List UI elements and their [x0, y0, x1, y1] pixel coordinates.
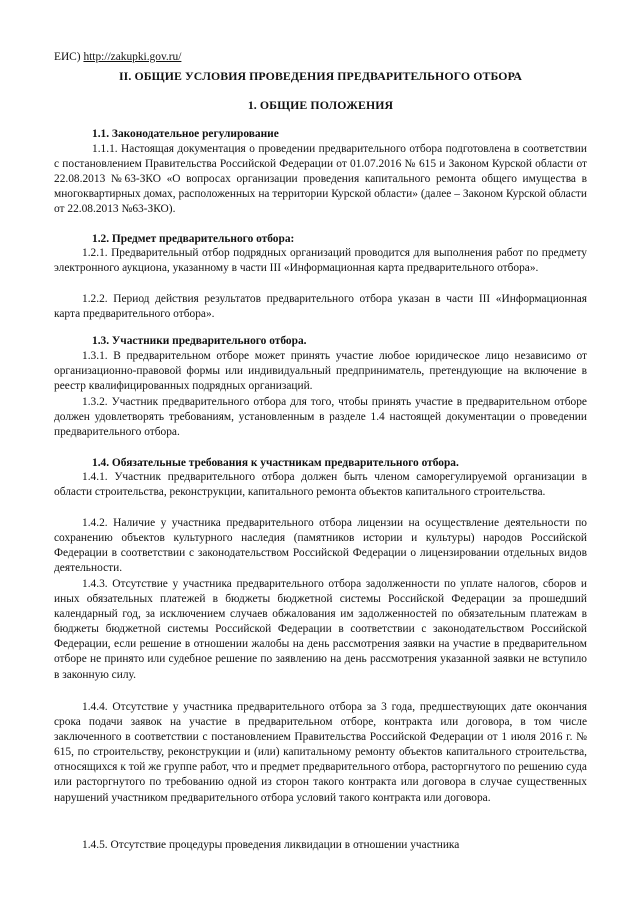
paragraph-1-3-2: 1.3.2. Участник предварительного отбора для того, чтобы принять участие в предварительном отборе должен удовлетворять требованиям, установленным в разделе 1.4 настоящей документации о проведении предварительного отбора. [54, 396, 587, 439]
paragraph-1-4-1: 1.4.1. Участник предварительного отбора должен быть членом саморегулируемой организации в области строительства, реконструкции, капитального ремонта объектов капитального строительства. [54, 471, 587, 499]
paragraph-1-2-1: 1.2.1. Предварительный отбор подрядных организаций проводится для выполнения работ по предмету электронного аукциона, указанному в части III «Информационная карта предварительного отбора». [54, 247, 587, 275]
zakupki-link[interactable]: http://zakupki.gov.ru/ [83, 51, 182, 63]
paragraph-1-4-2: 1.4.2. Наличие у участника предварительного отбора лицензии на осуществление деятельности по сохранению объектов культурного наследия (памятников истории и культуры) народов Российской Федерации в соответствии с законодательством Российской Федерации о лицензировании отдельных видов деятельности. [54, 517, 587, 575]
heading-1-2: 1.2. Предмет предварительного отбора: [92, 233, 295, 245]
paragraph-1-4-3: 1.4.3. Отсутствие у участника предварительного отбора задолженности по уплате налогов, сборов и иных обязательных платежей в бюджеты бюджетной системы Российской Федерации за прошедший календарный год, за исключением случаев обжалования им задолженностей по обязательным платежам в бюджеты бюджетной системы Российской Федерации в соответствии с законодательством Российской Федерации, если решение в отношении жалобы на день рассмотрения заявки на участие в предварительном отборе не принято или судебное решение по заявлению на день рассмотрения указанной заявки не вступило в законную силу. [54, 578, 587, 681]
heading-1-4: 1.4. Обязательные требования к участникам предварительного отбора. [92, 457, 459, 469]
paragraph-1-2-2: 1.2.2. Период действия результатов предварительного отбора указан в части III «Информационная карта предварительного отбора». [54, 293, 587, 321]
heading-1-1: 1.1. Законодательное регулирование [92, 128, 279, 140]
header-prefix: ЕИС) [54, 51, 81, 63]
header-line [54, 50, 587, 65]
heading-1-3: 1.3. Участники предварительного отбора. [92, 335, 307, 347]
chapter-title: 1. ОБЩИЕ ПОЛОЖЕНИЯ [247, 98, 394, 112]
paragraph-1-3-1: 1.3.1. В предварительном отборе может принять участие любое юридическое лицо независимо от организационно-правовой формы или индивидуальный предприниматель, претендующие на включение в реестр квалифицированных подрядных организаций. [54, 350, 587, 393]
paragraph-1-4-5: 1.4.5. Отсутствие процедуры проведения ликвидации в отношении участника [82, 839, 460, 851]
paragraph-1-4-4: 1.4.4. Отсутствие у участника предварительного отбора за 3 года, предшествующих дате окончания срока подачи заявок на участие в предварительном отборе, контракта или договора, в том числе заключенного в соответствии с постановлением Правительства Российской Федерации от 1 июля 2016 г. № 615, по строительству, реконструкции и (или) капитальному ремонту объектов капитального строительства, относящихся к той же группе работ, что и предмет предварительного отбора, расторгнутого по решению суда или расторгнутого по требованию одной из сторон такого контракта или договора в случае существенных нарушений участником предварительного отбора условий такого контракта или договора. [54, 701, 587, 804]
section-title: II. ОБЩИЕ УСЛОВИЯ ПРОВЕДЕНИЯ ПРЕДВАРИТЕЛЬНОГО ОТБОРА [118, 69, 522, 83]
paragraph-1-1-1: 1.1.1. Настоящая документация о проведении предварительного отбора подготовлена в соответствии с постановлением Правительства Российской Федерации от 01.07.2016 № 615 и Законом Курской области от 22.08.2013 №63-ЗКО «О вопросах организации проведения капитального ремонта общего имущества в многоквартирных домах, расположенных на территории Курской области» (далее – Законом Курской области от 22.08.2013 №63-ЗКО). [54, 143, 587, 216]
